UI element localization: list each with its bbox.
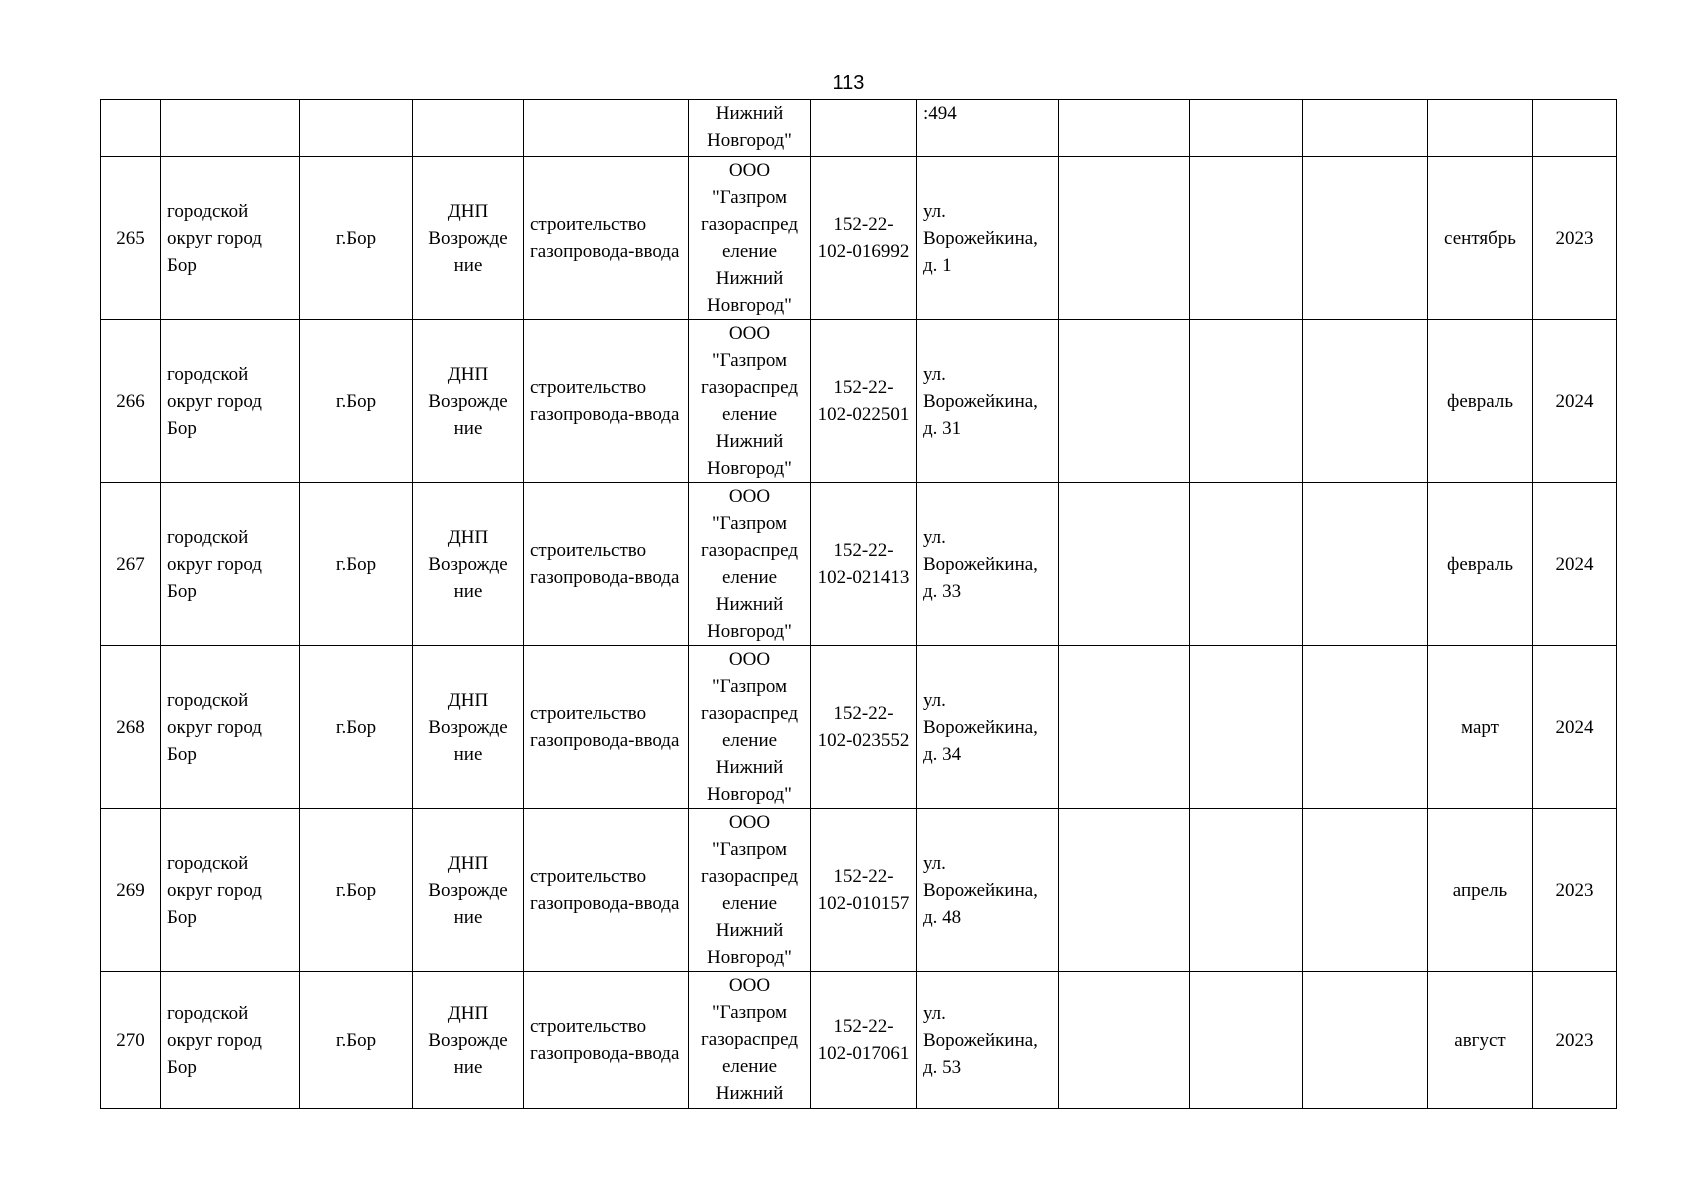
cell-year: 2024 xyxy=(1533,320,1617,483)
cell-empty-1 xyxy=(1059,646,1190,809)
cell-empty-2 xyxy=(1190,100,1303,157)
cell-address: ул. Ворожейкина, д. 1 xyxy=(917,157,1059,320)
cell-empty-1 xyxy=(1059,809,1190,972)
cell-locality: г.Бор xyxy=(300,972,413,1109)
cell-code: 152-22-102-021413 xyxy=(811,483,917,646)
cell-locality: г.Бор xyxy=(300,320,413,483)
cell-empty-3 xyxy=(1303,100,1428,157)
cell-empty-3 xyxy=(1303,320,1428,483)
cell-empty-2 xyxy=(1190,809,1303,972)
cell-work: строительство газопровода-ввода xyxy=(524,320,689,483)
cell-code: 152-22-102-022501 xyxy=(811,320,917,483)
cell-num: 266 xyxy=(101,320,161,483)
cell-address: ул. Ворожейкина, д. 53 xyxy=(917,972,1059,1109)
cell-empty-1 xyxy=(1059,483,1190,646)
cell-empty-1 xyxy=(1059,157,1190,320)
cell-month: февраль xyxy=(1428,320,1533,483)
table-row xyxy=(101,809,1617,972)
cell-empty-2 xyxy=(1190,157,1303,320)
cell-locality: г.Бор xyxy=(300,483,413,646)
cell-work: строительство газопровода-ввода xyxy=(524,483,689,646)
cell-empty-2 xyxy=(1190,483,1303,646)
gasification-register-table xyxy=(100,99,1617,1109)
cell-year xyxy=(1533,100,1617,157)
cell-month: февраль xyxy=(1428,483,1533,646)
cell-month: март xyxy=(1428,646,1533,809)
cell-code: 152-22-102-010157 xyxy=(811,809,917,972)
cell-locality: г.Бор xyxy=(300,809,413,972)
cell-address: ул. Ворожейкина, д. 33 xyxy=(917,483,1059,646)
cell-work: строительство газопровода-ввода xyxy=(524,972,689,1109)
cell-empty-1 xyxy=(1059,320,1190,483)
cell-month: сентябрь xyxy=(1428,157,1533,320)
cell-empty-3 xyxy=(1303,972,1428,1109)
cell-locality: г.Бор xyxy=(300,157,413,320)
cell-district: городской округ город Бор xyxy=(161,646,300,809)
table-row xyxy=(101,646,1617,809)
cell-org: Нижний Новгород" xyxy=(689,100,811,157)
cell-empty-3 xyxy=(1303,646,1428,809)
cell-code xyxy=(811,100,917,157)
table-row xyxy=(101,320,1617,483)
cell-empty-2 xyxy=(1190,320,1303,483)
cell-empty-2 xyxy=(1190,646,1303,809)
cell-empty-3 xyxy=(1303,809,1428,972)
cell-locality xyxy=(300,100,413,157)
cell-org: ООО "Газпром газораспред еление Нижний Новгород" xyxy=(689,157,811,320)
cell-address: :494 xyxy=(917,100,1059,157)
cell-num: 268 xyxy=(101,646,161,809)
table-row-continuation xyxy=(101,100,1617,157)
table-row xyxy=(101,483,1617,646)
cell-settlement: ДНП Возрожде ние xyxy=(413,972,524,1109)
cell-code: 152-22-102-017061 xyxy=(811,972,917,1109)
cell-org: ООО "Газпром газораспред еление Нижний Новгород" xyxy=(689,646,811,809)
cell-num: 270 xyxy=(101,972,161,1109)
cell-district: городской округ город Бор xyxy=(161,483,300,646)
cell-address: ул. Ворожейкина, д. 31 xyxy=(917,320,1059,483)
cell-month xyxy=(1428,100,1533,157)
cell-work: строительство газопровода-ввода xyxy=(524,809,689,972)
cell-settlement: ДНП Возрожде ние xyxy=(413,483,524,646)
cell-settlement: ДНП Возрожде ние xyxy=(413,646,524,809)
cell-empty-3 xyxy=(1303,157,1428,320)
cell-year: 2024 xyxy=(1533,646,1617,809)
cell-address: ул. Ворожейкина, д. 48 xyxy=(917,809,1059,972)
cell-district: городской округ город Бор xyxy=(161,157,300,320)
cell-work: строительство газопровода-ввода xyxy=(524,646,689,809)
cell-year: 2023 xyxy=(1533,157,1617,320)
cell-district: городской округ город Бор xyxy=(161,320,300,483)
cell-year: 2024 xyxy=(1533,483,1617,646)
cell-num: 269 xyxy=(101,809,161,972)
cell-code: 152-22-102-016992 xyxy=(811,157,917,320)
cell-org: ООО "Газпром газораспред еление Нижний Новгород" xyxy=(689,483,811,646)
page-number: 113 xyxy=(832,72,865,94)
cell-work: строительство газопровода-ввода xyxy=(524,157,689,320)
cell-locality: г.Бор xyxy=(300,646,413,809)
cell-month: апрель xyxy=(1428,809,1533,972)
cell-num: 265 xyxy=(101,157,161,320)
cell-work xyxy=(524,100,689,157)
cell-month: август xyxy=(1428,972,1533,1109)
cell-num xyxy=(101,100,161,157)
cell-org: ООО "Газпром газораспред еление Нижний Новгород" xyxy=(689,809,811,972)
cell-district: городской округ город Бор xyxy=(161,972,300,1109)
cell-address: ул. Ворожейкина, д. 34 xyxy=(917,646,1059,809)
cell-district: городской округ город Бор xyxy=(161,809,300,972)
table-row xyxy=(101,972,1617,1109)
cell-district xyxy=(161,100,300,157)
cell-settlement: ДНП Возрожде ние xyxy=(413,809,524,972)
cell-code: 152-22-102-023552 xyxy=(811,646,917,809)
cell-num: 267 xyxy=(101,483,161,646)
cell-year: 2023 xyxy=(1533,809,1617,972)
cell-settlement: ДНП Возрожде ние xyxy=(413,157,524,320)
cell-empty-1 xyxy=(1059,972,1190,1109)
cell-settlement: ДНП Возрожде ние xyxy=(413,320,524,483)
cell-org: ООО "Газпром газораспред еление Нижний Новгород" xyxy=(689,320,811,483)
cell-empty-1 xyxy=(1059,100,1190,157)
cell-empty-2 xyxy=(1190,972,1303,1109)
cell-year: 2023 xyxy=(1533,972,1617,1109)
cell-settlement xyxy=(413,100,524,157)
table-row xyxy=(101,157,1617,320)
cell-empty-3 xyxy=(1303,483,1428,646)
cell-org: ООО "Газпром газораспред еление Нижний xyxy=(689,972,811,1109)
